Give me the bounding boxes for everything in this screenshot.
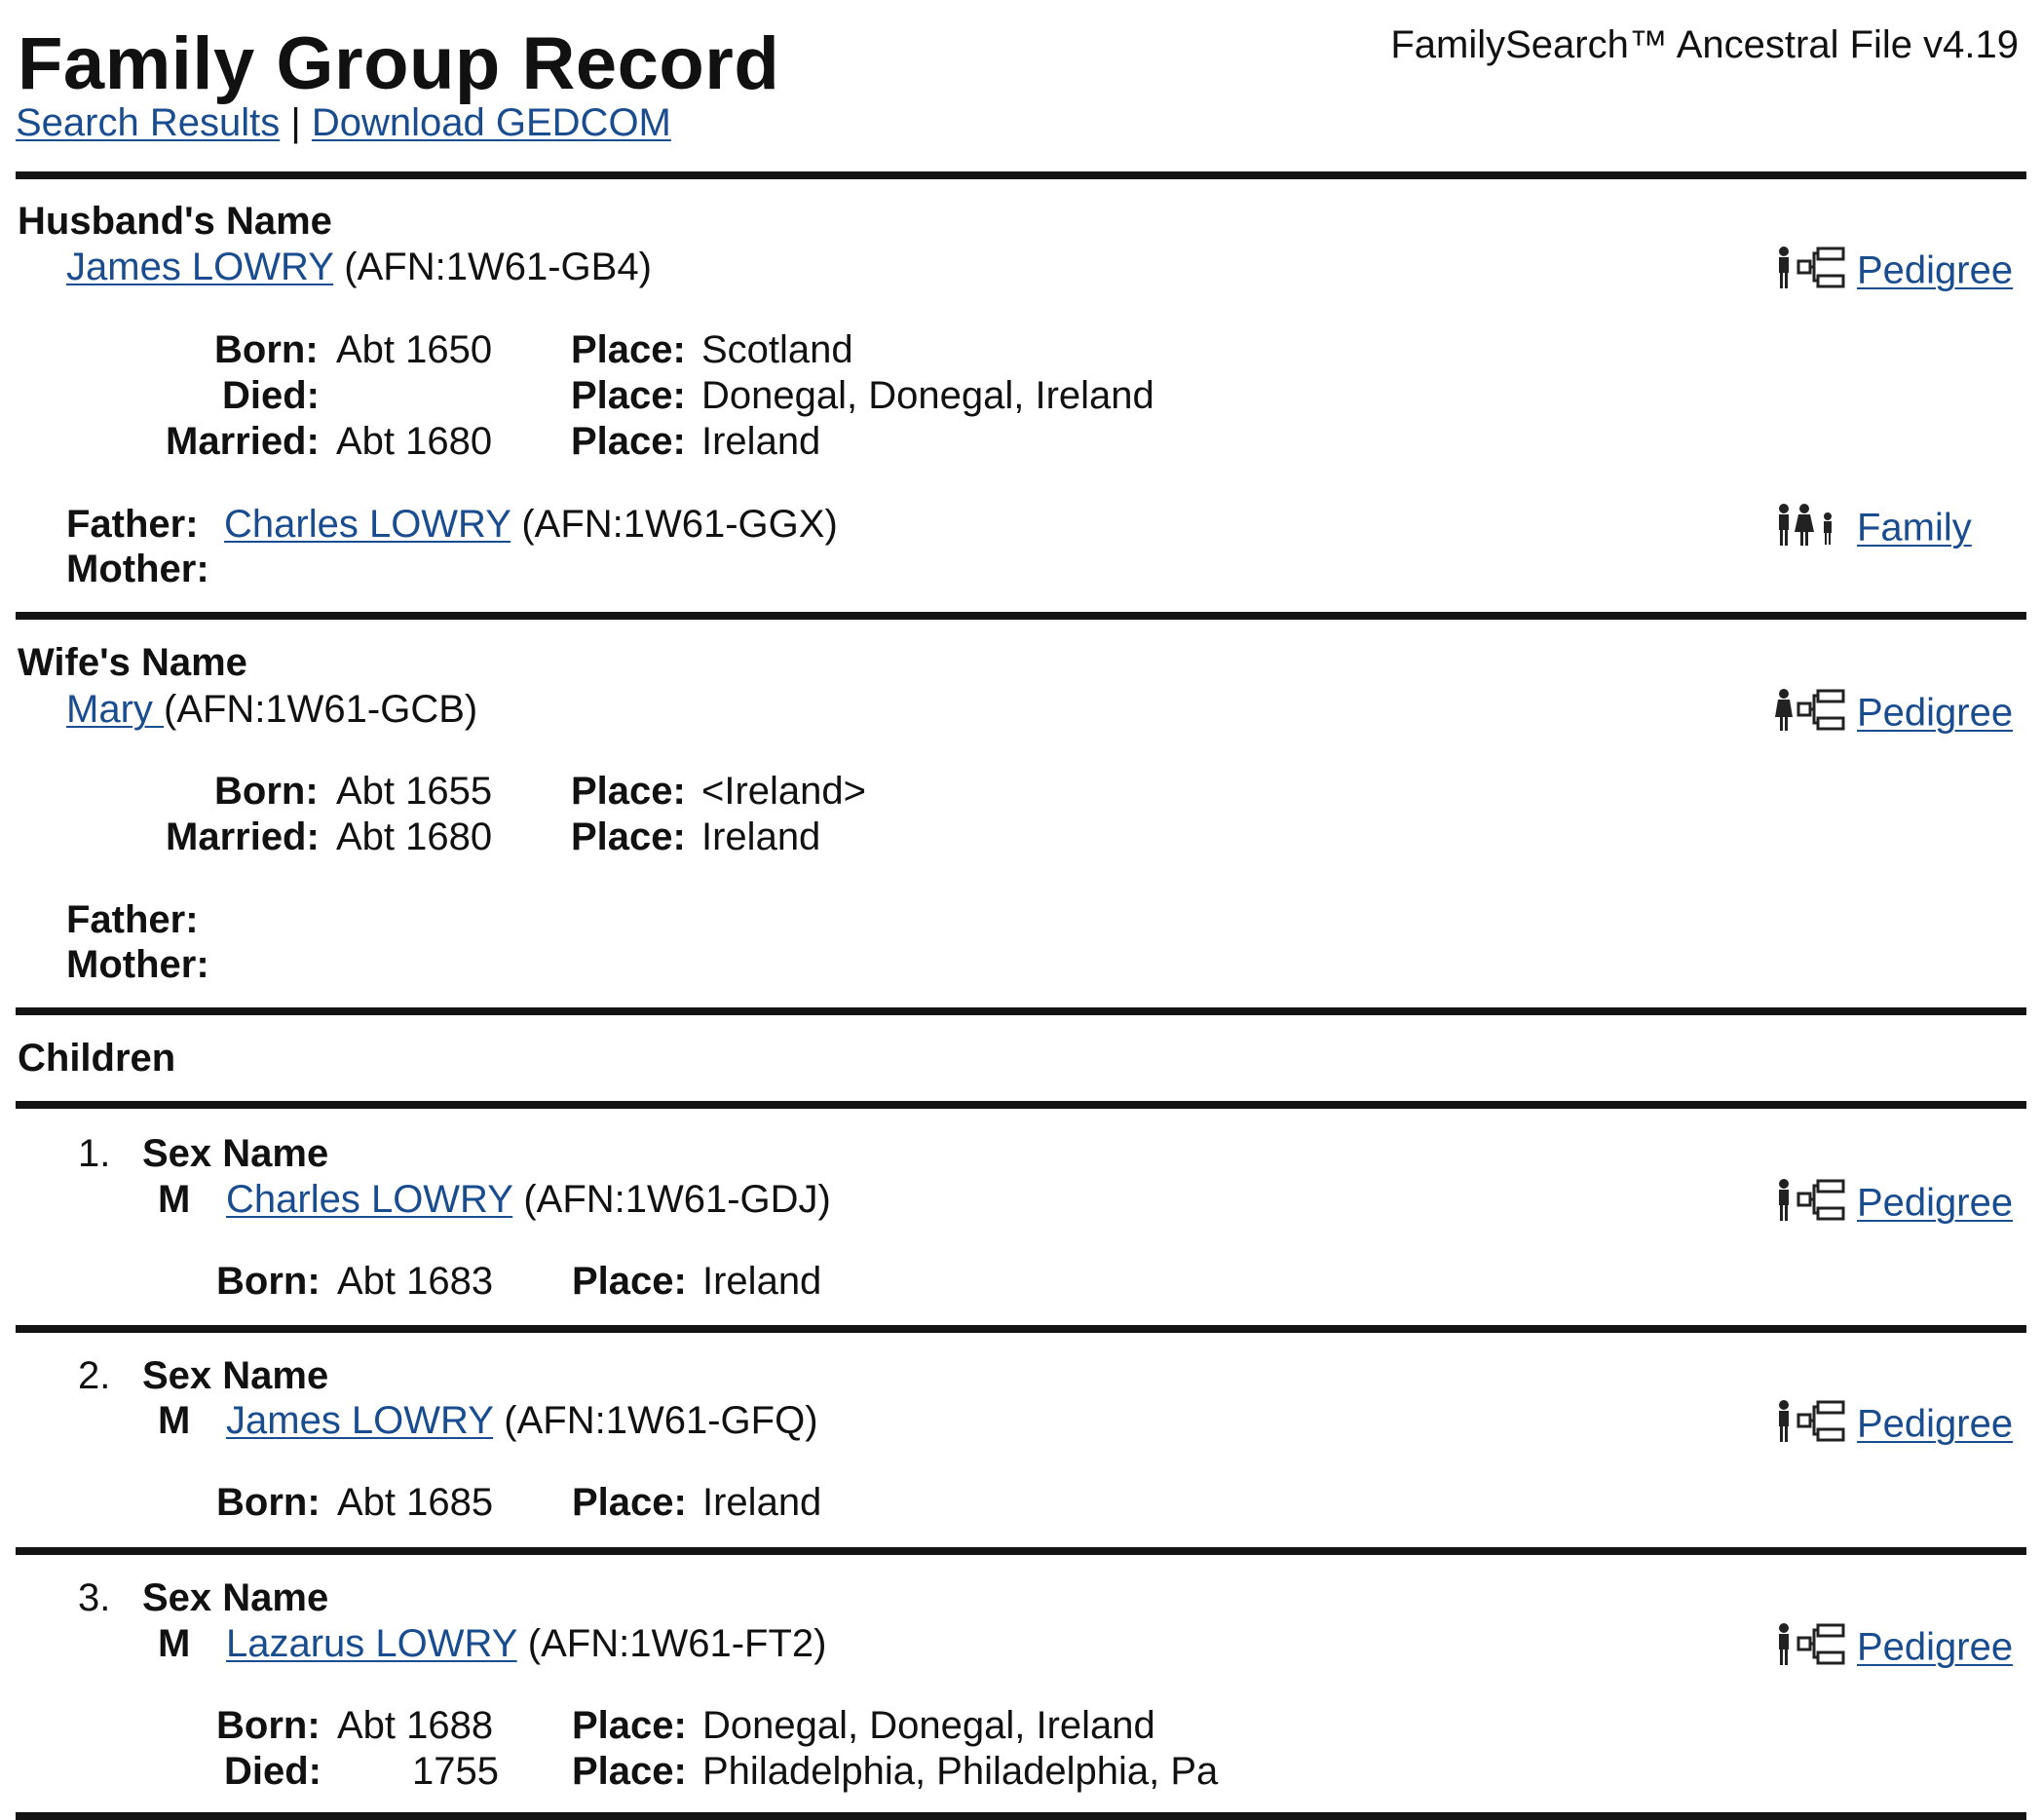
husband-died-place-label: Place:	[571, 374, 686, 417]
husband-married-label: Married:	[166, 420, 320, 463]
pedigree-chart-icon	[1775, 1399, 1847, 1454]
child-born-place-label: Place:	[572, 1260, 687, 1303]
husband-afn: (AFN:1W61-GB4)	[344, 246, 652, 288]
husband-family-link[interactable]: Family	[1857, 506, 1972, 550]
pedigree-chart-icon	[1775, 246, 1847, 300]
divider	[16, 1547, 2026, 1555]
child-died-place-label: Place:	[572, 1750, 687, 1793]
husband-died-label: Died:	[222, 374, 320, 417]
family-group-icon	[1775, 503, 1847, 557]
child-born-place: Ireland	[702, 1260, 822, 1303]
wife-heading: Wife's Name	[18, 641, 247, 684]
husband-heading: Husband's Name	[18, 200, 332, 243]
wife-pedigree-link[interactable]: Pedigree	[1857, 691, 2014, 735]
wife-name-row	[66, 688, 477, 732]
child-number: 1.	[78, 1132, 111, 1175]
child-died-label: Died:	[224, 1750, 321, 1793]
husband-father-link[interactable]: Charles LOWRY	[224, 503, 511, 546]
child-pedigree-link[interactable]: Pedigree	[1857, 1402, 2014, 1446]
child-number: 3.	[78, 1576, 111, 1619]
husband-born-place: Scotland	[701, 328, 853, 371]
child-afn: (AFN:1W61-FT2)	[527, 1622, 827, 1665]
husband-family-action[interactable]	[1775, 503, 1972, 557]
child-sex: M	[158, 1622, 191, 1665]
husband-father-label: Father:	[66, 503, 199, 546]
download-gedcom-link[interactable]: Download GEDCOM	[311, 101, 671, 144]
child-born-place-label: Place:	[572, 1704, 687, 1747]
child-pedigree-link[interactable]: Pedigree	[1857, 1181, 2014, 1225]
child-pedigree-action[interactable]	[1775, 1178, 2013, 1232]
child-born-place-label: Place:	[572, 1481, 687, 1524]
child-sex-name-header: Sex Name	[142, 1132, 329, 1175]
wife-born-value: Abt 1655	[336, 770, 493, 813]
child-number: 2.	[78, 1354, 111, 1397]
divider	[16, 612, 2026, 620]
nav-links	[16, 101, 671, 145]
child-name-row	[226, 1399, 818, 1443]
husband-born-label: Born:	[214, 328, 319, 371]
child-afn: (AFN:1W61-GFQ)	[504, 1399, 818, 1442]
husband-pedigree-action[interactable]	[1775, 246, 2013, 300]
husband-born-value: Abt 1650	[336, 328, 493, 371]
husband-father-afn: (AFN:1W61-GGX)	[521, 503, 838, 546]
husband-father-row	[224, 503, 838, 547]
app-version: FamilySearch™ Ancestral File v4.19	[1390, 23, 2019, 66]
wife-pedigree-action[interactable]	[1775, 688, 2013, 742]
wife-afn: (AFN:1W61-GCB)	[164, 688, 478, 731]
child-pedigree-action[interactable]	[1775, 1399, 2013, 1454]
pedigree-chart-icon	[1775, 1178, 1847, 1232]
wife-married-place: Ireland	[701, 815, 821, 858]
children-heading: Children	[18, 1037, 176, 1080]
husband-name-link[interactable]: James LOWRY	[66, 246, 334, 288]
husband-pedigree-link[interactable]: Pedigree	[1857, 248, 2014, 292]
husband-died-place: Donegal, Donegal, Ireland	[701, 374, 1154, 417]
child-sex: M	[158, 1399, 191, 1442]
child-name-link[interactable]: Charles LOWRY	[226, 1178, 513, 1221]
child-sex-name-header: Sex Name	[142, 1354, 329, 1397]
wife-father-label: Father:	[66, 898, 199, 941]
page-title: Family Group Record	[18, 22, 780, 105]
divider	[16, 1812, 2026, 1820]
husband-married-place: Ireland	[701, 420, 821, 463]
divider	[16, 171, 2026, 179]
child-died-place: Philadelphia, Philadelphia, Pa	[702, 1750, 1219, 1793]
child-name-row	[226, 1622, 826, 1666]
pedigree-chart-icon	[1775, 1622, 1847, 1677]
child-died-value: 1755	[412, 1750, 499, 1793]
wife-married-value: Abt 1680	[336, 815, 493, 858]
pedigree-chart-icon	[1775, 688, 1847, 742]
child-name-link[interactable]: James LOWRY	[226, 1399, 494, 1442]
wife-born-place-label: Place:	[571, 770, 686, 813]
wife-born-place: <Ireland>	[701, 770, 867, 813]
divider	[16, 1101, 2026, 1109]
child-born-place: Donegal, Donegal, Ireland	[702, 1704, 1155, 1747]
child-born-value: Abt 1685	[337, 1481, 494, 1524]
child-afn: (AFN:1W61-GDJ)	[523, 1178, 831, 1221]
husband-mother-label: Mother:	[66, 548, 209, 590]
child-born-place: Ireland	[702, 1481, 822, 1524]
wife-name-link[interactable]: Mary	[66, 688, 164, 731]
husband-born-place-label: Place:	[571, 328, 686, 371]
husband-married-value: Abt 1680	[336, 420, 493, 463]
child-pedigree-action[interactable]	[1775, 1622, 2013, 1677]
child-name-row	[226, 1178, 831, 1222]
child-name-link[interactable]: Lazarus LOWRY	[226, 1622, 517, 1665]
nav-separator: |	[290, 101, 301, 144]
husband-name-row	[66, 246, 652, 289]
child-pedigree-link[interactable]: Pedigree	[1857, 1625, 2014, 1669]
search-results-link[interactable]: Search Results	[16, 101, 281, 144]
child-sex: M	[158, 1178, 191, 1221]
child-born-value: Abt 1683	[337, 1260, 494, 1303]
child-born-value: Abt 1688	[337, 1704, 494, 1747]
child-born-label: Born:	[216, 1481, 321, 1524]
divider	[16, 1325, 2026, 1333]
divider	[16, 1007, 2026, 1015]
child-born-label: Born:	[216, 1260, 321, 1303]
wife-born-label: Born:	[214, 770, 319, 813]
wife-married-place-label: Place:	[571, 815, 686, 858]
wife-mother-label: Mother:	[66, 943, 209, 986]
child-born-label: Born:	[216, 1704, 321, 1747]
wife-married-label: Married:	[166, 815, 320, 858]
child-sex-name-header: Sex Name	[142, 1576, 329, 1619]
husband-married-place-label: Place:	[571, 420, 686, 463]
